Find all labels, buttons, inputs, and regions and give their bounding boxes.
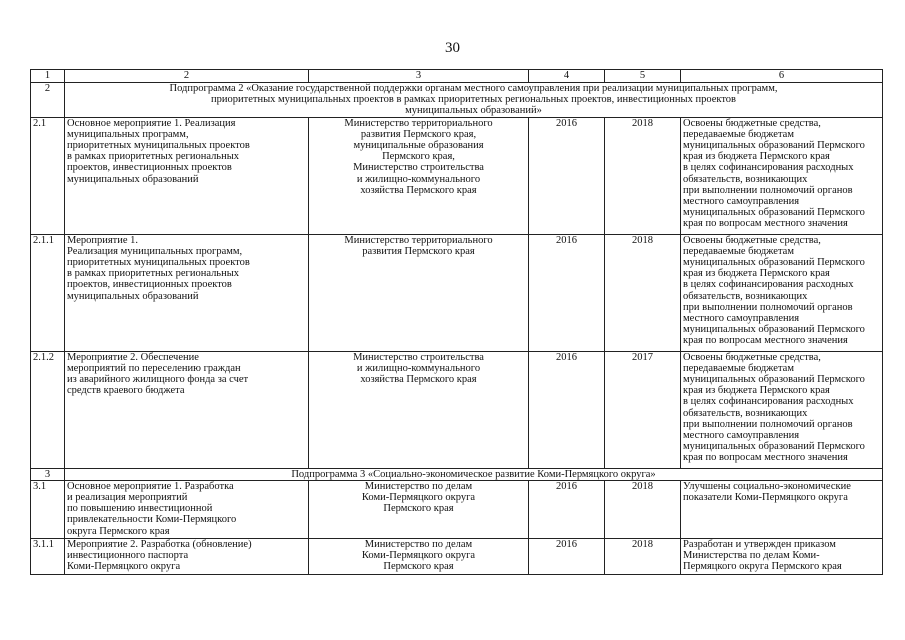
row-number: 3.1 [31, 480, 65, 538]
activity-name: Мероприятие 1. Реализация муниципальных программ, приоритетных муниципальных проектов в рамках приоритетных региональных проектов, инвестиционных проектов муниципальных образований [65, 234, 309, 351]
expected-result: Освоены бюджетные средства, передаваемые бюджетам муниципальных образований Пермского края из бюджета Пермского края в целях софинансирования расходных обязательств, возникающих при выполнении полномочий органов местного самоуправления муниципальных образований Пермского края по вопросам местного значения [681, 117, 883, 234]
table-row [31, 538, 883, 574]
table-row [31, 351, 883, 468]
end-year: 2018 [605, 117, 681, 234]
row-number: 2.1.1 [31, 234, 65, 351]
table-row [31, 234, 883, 351]
program-table [30, 69, 883, 575]
column-number: 5 [605, 70, 681, 83]
executor: Министерство территориального развития Пермского края, муниципальные образования Пермского края, Министерство строительства и жилищно-коммунального хозяйства Пермского края [309, 117, 529, 234]
subprogram-row [31, 468, 883, 480]
column-number: 4 [529, 70, 605, 83]
activity-name: Мероприятие 2. Разработка (обновление) инвестиционного паспорта Коми-Пермяцкого округа [65, 538, 309, 574]
subprogram-row [31, 83, 883, 118]
row-number: 2.1.2 [31, 351, 65, 468]
row-number: 3 [31, 468, 65, 480]
column-number: 2 [65, 70, 309, 83]
column-number-row [31, 70, 883, 83]
row-number: 3.1.1 [31, 538, 65, 574]
start-year: 2016 [529, 538, 605, 574]
page-number: 30 [445, 40, 460, 56]
end-year: 2017 [605, 351, 681, 468]
end-year: 2018 [605, 234, 681, 351]
end-year: 2018 [605, 538, 681, 574]
column-number: 3 [309, 70, 529, 83]
expected-result: Освоены бюджетные средства, передаваемые бюджетам муниципальных образований Пермского края из бюджета Пермского края в целях софинансирования расходных обязательств, возникающих при выполнении полномочий органов местного самоуправления муниципальных образований Пермского края по вопросам местного значения [681, 351, 883, 468]
table-row [31, 117, 883, 234]
column-number: 6 [681, 70, 883, 83]
row-number: 2.1 [31, 117, 65, 234]
start-year: 2016 [529, 351, 605, 468]
expected-result: Улучшены социально-экономические показатели Коми-Пермяцкого округа [681, 480, 883, 538]
activity-name: Основное мероприятие 1. Разработка и реализация мероприятий по повышению инвестиционной привлекательности Коми-Пермяцкого округа Пермского края [65, 480, 309, 538]
expected-result: Разработан и утвержден приказом Министерства по делам Коми- Пермяцкого округа Пермского края [681, 538, 883, 574]
column-number: 1 [31, 70, 65, 83]
executor: Министерство по делам Коми-Пермяцкого округа Пермского края [309, 480, 529, 538]
start-year: 2016 [529, 480, 605, 538]
executor: Министерство строительства и жилищно-коммунального хозяйства Пермского края [309, 351, 529, 468]
table-row [31, 480, 883, 538]
activity-name: Основное мероприятие 1. Реализация муниципальных программ, приоритетных муниципальных проектов в рамках приоритетных региональных проектов, инвестиционных проектов муниципальных образований [65, 117, 309, 234]
row-number: 2 [31, 83, 65, 118]
start-year: 2016 [529, 234, 605, 351]
expected-result: Освоены бюджетные средства, передаваемые бюджетам муниципальных образований Пермского края из бюджета Пермского края в целях софинансирования расходных обязательств, возникающих при выполнении полномочий органов местного самоуправления муниципальных образований Пермского края по вопросам местного значения [681, 234, 883, 351]
end-year: 2018 [605, 480, 681, 538]
start-year: 2016 [529, 117, 605, 234]
executor: Министерство по делам Коми-Пермяцкого округа Пермского края [309, 538, 529, 574]
subprogram-title: Подпрограмма 3 «Социально-экономическое развитие Коми-Пермяцкого округа» [65, 468, 883, 480]
executor: Министерство территориального развития Пермского края [309, 234, 529, 351]
subprogram-title: Подпрограмма 2 «Оказание государственной поддержки органам местного самоуправления при реализации муниципальных программ, приоритетных муниципальных проектов в рамках приоритетных региональных проектов, инвестиционных проектов муниципальных образований» [65, 83, 883, 118]
activity-name: Мероприятие 2. Обеспечение мероприятий по переселению граждан из аварийного жилищного фонда за счет средств краевого бюджета [65, 351, 309, 468]
